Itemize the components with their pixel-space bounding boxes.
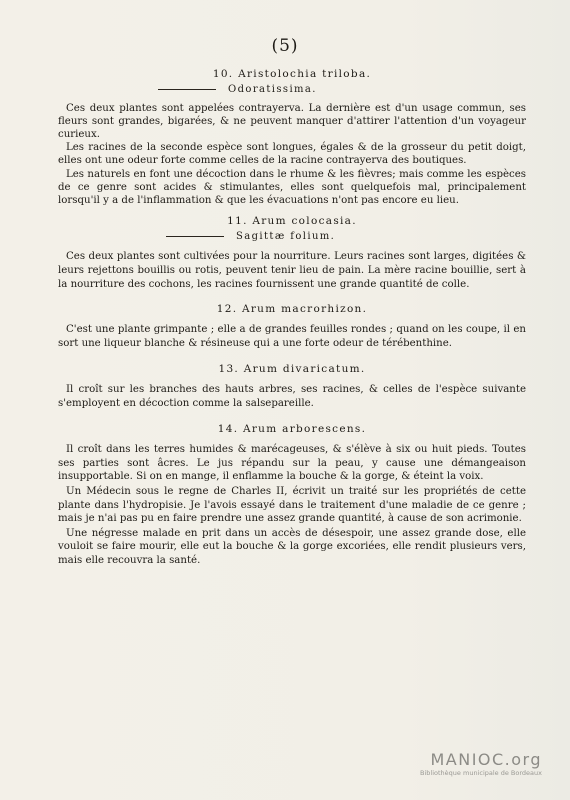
watermark-library: Bibliothèque municipale de Bordeaux bbox=[420, 769, 542, 777]
section-heading: 13. Arum divaricatum. bbox=[218, 363, 366, 376]
section-13 bbox=[58, 361, 526, 411]
page-content bbox=[58, 66, 526, 578]
subheading-text: Odoratissima. bbox=[228, 84, 317, 95]
section-subheading bbox=[58, 82, 526, 97]
paragraph: Un Médecin sous le regne de Charles II, écrivit un traité sur les propriétés de cette plante dans l'hydropisie. Je l'avois essayé dans le traitement d'une maladie de ce genre ; mais je n'ai pas pu en faire prendre une assez grande quantité, à cause de son acrimonie. bbox=[58, 485, 526, 525]
paragraph: Ces deux plantes sont cultivées pour la nourriture. Leurs racines sont larges, digitées & leurs rejettons bouillis ou rotis, peuvent tenir lieu de pain. La mère racine bouillie, sert à la nourriture des cochons, les racines fournissent une grande quantité de colle. bbox=[58, 251, 526, 290]
paragraph: Les naturels en font une décoction dans le rhume & les fièvres; mais comme les espèces de ce genre sont acides & stimulantes, elles sont quelquefois mal, principalement lorsqu'il y a de l'inflammation & que les évacuations n'ont pas encore eu lieu. bbox=[58, 168, 526, 206]
section-subheading bbox=[58, 229, 526, 244]
section-11 bbox=[58, 213, 526, 291]
section-heading: 11. Arum colocasia. bbox=[227, 215, 357, 228]
paragraph: C'est une plante grimpante ; elle a de grandes feuilles rondes ; quand on les coupe, il en sort une liqueur blanche & résineuse qui a une forte odeur de térébenthine. bbox=[58, 324, 526, 350]
paragraph: Ces deux plantes sont appelées contrayerva. La dernière est d'un usage commun, ses fleurs sont grandes, bigarées, & ne peuvent manquer d'attirer l'attention d'un voyageur curieux. bbox=[58, 103, 526, 140]
dash-rule bbox=[158, 89, 216, 90]
section-heading: 14. Arum arborescens. bbox=[217, 423, 367, 436]
paragraph: Les racines de la seconde espèce sont longues, égales & de la grosseur du petit doigt, elles ont une odeur forte comme celles de la racine contrayerva des boutiques. bbox=[58, 142, 526, 167]
paragraph: Il croît sur les branches des hauts arbres, ses racines, & celles de l'espèce suivante s'employent en décoction comme la salsepareille. bbox=[58, 384, 526, 410]
dash-rule bbox=[166, 236, 224, 237]
section-12 bbox=[58, 301, 526, 351]
section-10 bbox=[58, 66, 526, 207]
section-heading: 12. Arum macrorhizon. bbox=[216, 303, 368, 316]
manioc-watermark bbox=[420, 751, 542, 778]
watermark-brand: MANIOC.org bbox=[430, 750, 542, 769]
subheading-text: Sagittæ folium. bbox=[236, 231, 336, 243]
paragraph: Une négresse malade en prit dans un accès de désespoir, une assez grande dose, elle vouloit se faire mourir, elle eut la bouche & la gorge excoriées, elle rendit plusieurs vers, mais elle recouvra la santé. bbox=[58, 527, 526, 566]
section-14 bbox=[58, 421, 526, 567]
page-number: (5) bbox=[271, 36, 299, 56]
section-heading: 10. Aristolochia triloba. bbox=[212, 68, 372, 80]
paragraph: Il croît dans les terres humides & marécageuses, & s'élève à six ou huit pieds. Toutes ses parties sont âcres. Le jus répandu sur la peau, y cause une démangeaison insupportable. Si on en mange, il enflamme la bouche & la gorge, & éteint la voix. bbox=[58, 444, 526, 483]
